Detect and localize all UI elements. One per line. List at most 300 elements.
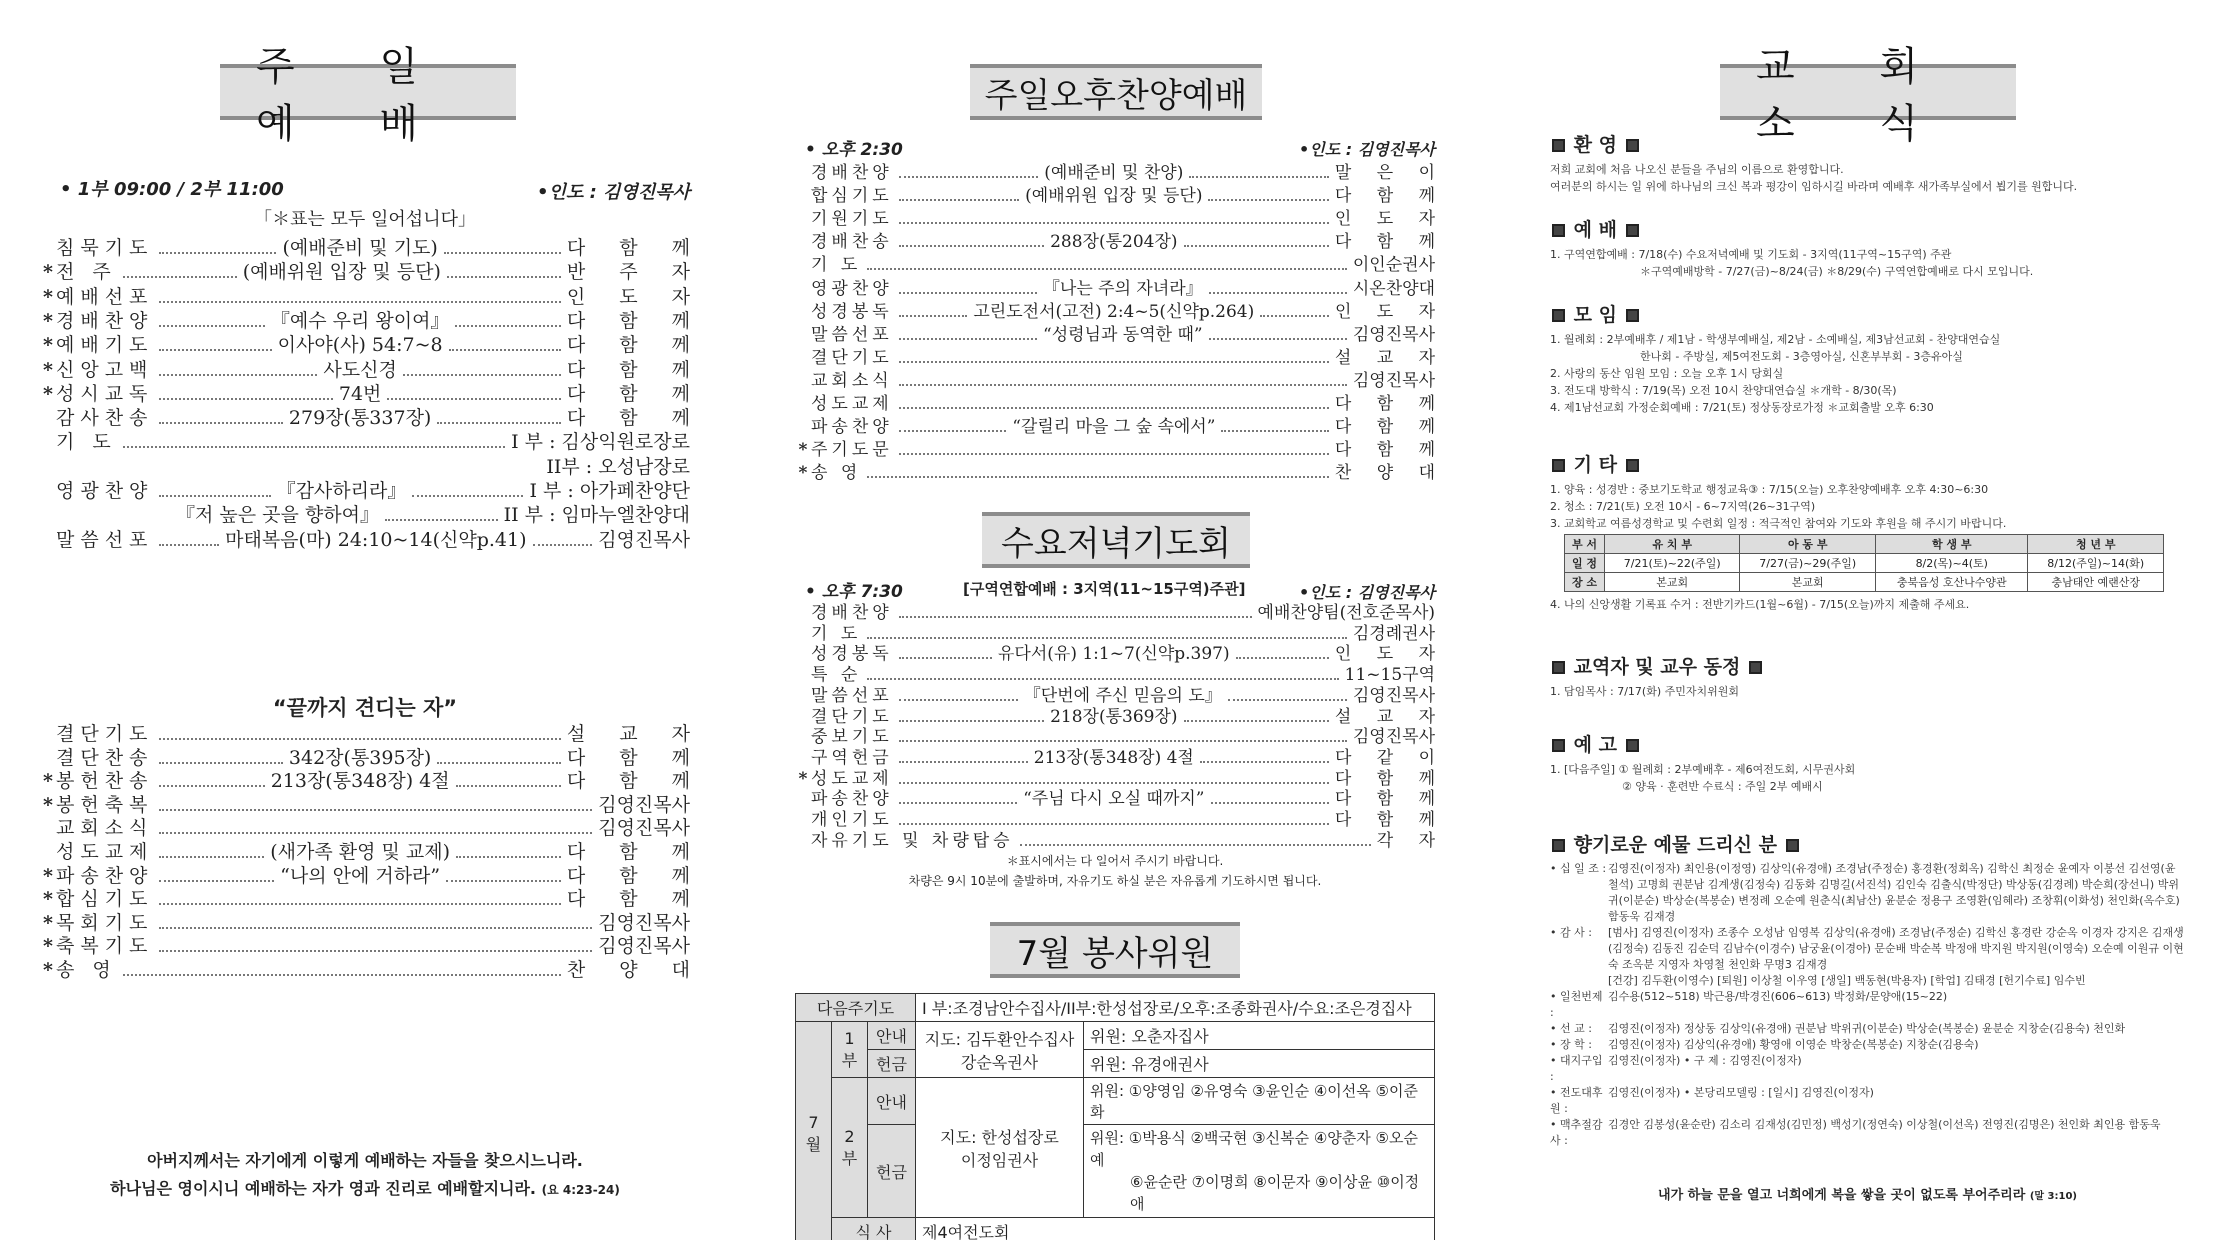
square-icon <box>1626 139 1639 152</box>
star-mark: * <box>798 463 808 484</box>
order-person: 다 함 께 <box>1334 232 1445 253</box>
order-person: 다 함 께 <box>1334 417 1445 438</box>
order-row <box>40 887 704 911</box>
p1-offering-members: 위원: 유경애권사 <box>1084 1050 1435 1078</box>
wednesday-leader: •인도 : 김영진목사 <box>1299 583 1435 602</box>
order-person: 인 도 자 <box>566 285 704 308</box>
offering-section: 향기로운 예물 드리신 분 • 십 일 조 : 김영진(이정자) 최인용(이정영) 김상익(유경애) 조경남(주정순) 홍경환(정회옥) 김학신 최정순 윤예자 이봉선 김선영(윤철석) 고명희 권분남 김계생(김정숙) 김동화 김명길(서진석) 김인숙 김출식(박정단) 박상동(김경례) 박순희(장선니) 박위귀(이분순) 박상순(복봉순) 변정례 오순예 원춘식(최남산) 윤분순 정용구 조영환(임혜라) 조창휘(이화성) 천인화(옥수호) 함동욱 김재경 • 감 사 : [범사] 김영진(이정자) 조종수 오성남 임영복 김상익(유경애) 조경남(주정순) 김학신 홍경란 강순옥 이경자 강지은 김재생(김정숙) 김동진 김순덕 김남수(이경수) 남궁윤(이경아) 문순배 박순복 박정애 박지원 박지원(이영숙) 오순예 이원규 이현숙 조옥분 지영자 차영철 천인화 무명3 김재경 [건강] 김두환(이영수) [퇴원] 이상철 이우영 [생일] 백동현(박용자) [학업] 김태경 [헌기수료] 임수빈 • 일천번제 : 김수용(512~518) 박근용/박경진(606~613) 박정화/문양애(15~22) • 선 교 : 김영진(이정자) 정상동 김상익(유경애) 권분남 박위귀(이분순) 박상순(복봉순) 윤분순 지창순(김용숙) 천인화 • 장 학 : 김영진(이정자) 김상익(유경애) 황영애 이영순 박창순(복봉순) 지창순(김용숙) • 대지구입 : 김영진(이정자) • 구 제 : 김영진(이정자) • 전도대후원 : 김영진(이정자) • 본당리모델링 : [일시] 김영진(이정자) • 맥추절감사 : 김경안 김봉성(윤순란) 김소리 김재성(김민정) 백성기(정연숙) 이상철(이선옥) 전영진(김명은) 천인화 최인용 함동욱 <box>1550 834 2184 1147</box>
order-row <box>40 864 704 888</box>
leader-dots <box>1189 176 1329 178</box>
order-row <box>795 624 1435 645</box>
order-person: 11~15구역 <box>1344 665 1435 686</box>
order-person: 다 같 이 <box>1334 747 1446 768</box>
part2-cell: 2부 <box>832 1078 868 1218</box>
square-icon <box>1626 309 1639 322</box>
order-person: 다 함 께 <box>1334 789 1445 810</box>
order-person: 인 도 자 <box>1334 209 1445 230</box>
order-person: 인 도 자 <box>1334 644 1445 665</box>
leader-dots <box>899 222 1329 224</box>
order-content: 고린도전서(고전) 2:4~5(신약p.264) <box>973 301 1255 322</box>
order-person: 다 함 께 <box>1334 186 1445 207</box>
order-content: 『나는 주의 자녀라』 <box>1042 278 1203 299</box>
order-label: 예배선포 <box>56 285 154 308</box>
part1-cell: 1부 <box>832 1022 868 1078</box>
order-label: 목회기도 <box>56 911 154 934</box>
leader-dots <box>899 407 1329 409</box>
square-icon <box>1552 839 1565 852</box>
leader-dots <box>1211 802 1329 804</box>
verse-line-2: 하나님은 영이시니 예배하는 자가 영과 진리로 예배할지니라. (요 4:23-24) <box>110 1179 620 1198</box>
sunday-worship-title: 주 일 예 배 <box>220 64 516 120</box>
order-person: 반 주 자 <box>566 261 705 284</box>
etc-section: 기 타 1. 양육 : 성경반 : 중보기도학교 행정교육③ : 7/15(오늘) 오후찬양예배후 오후 4:30~6:30 2. 청소 : 7/21(토) 오전 10시 - 6~7지역(26~31구역) 3. 교회학교 여름성경학교 및 수련회 일정 : 적극적인 참여와 기도와 후원을 해 주시기 바랍니다. 부 서 유 치 부 아 동 부 학 생 부 청 년 부 일 정 7/21(토)~22(주일) 7/27(금)~29(주일) 8/2(목)~4(토) 8/12(주일)~14(화) 장 소 본교회 본교회 충북음성 호산나수양관 충남태안 예랜산장 4. 나의 신앙생활 기록표 수거 : 전반기카드(1월~6월) - 7/15(오늘)까지 제출해 주세요. <box>1550 450 2185 613</box>
order-label: 기 도 <box>811 255 862 276</box>
leader-dots <box>123 276 237 278</box>
order-row <box>795 463 1445 484</box>
square-icon <box>1552 139 1565 152</box>
leader-dots <box>899 616 1252 618</box>
church-news-column <box>1550 0 2185 1240</box>
order-row <box>40 816 690 840</box>
star-mark: * <box>43 334 53 357</box>
volunteers-table <box>795 993 1435 1240</box>
p2-guide-label: 안내 <box>868 1078 916 1125</box>
order-row <box>40 406 704 430</box>
order-row <box>795 644 1445 665</box>
order-label: 경배찬양 <box>811 603 893 623</box>
standing-notice: 「＊표는 모두 일어섭니다」 <box>254 209 476 230</box>
order-label: 파송찬양 <box>811 417 893 438</box>
leader-dots <box>1184 245 1329 247</box>
order-person: 김영진목사 <box>1352 370 1435 391</box>
leader-dots <box>444 252 561 254</box>
star-mark: * <box>43 935 53 958</box>
leader-dots <box>159 495 270 497</box>
p1-director: 지도: 김두환안수집사 강순옥권사 <box>916 1022 1084 1078</box>
order-label: 기원기도 <box>811 209 893 230</box>
leader-dots <box>159 252 276 254</box>
order-content: “갈릴리 마을 그 숲 속에서” <box>1012 417 1216 438</box>
order-content: 이사야(사) 54:7~8 <box>277 334 443 357</box>
volunteers-title: 7월 봉사위원 <box>990 922 1240 978</box>
sermon-title: “끝까지 견디는 자” <box>272 696 458 720</box>
order-content: 사도신경 <box>323 358 397 381</box>
p2-offering-label: 헌금 <box>868 1125 916 1218</box>
order-person: 다 함 께 <box>566 334 705 357</box>
order-person: 김영진목사 <box>598 935 690 958</box>
star-mark: * <box>43 261 53 284</box>
order-person: I 부 : 김상익원로장로 <box>511 431 690 454</box>
order-row <box>40 793 690 817</box>
order-row <box>40 503 690 527</box>
order-label: 영광찬양 <box>811 278 893 299</box>
order-label: 특 순 <box>811 665 862 686</box>
sunday-worship-column <box>40 0 705 1240</box>
order-person: 시온찬양대 <box>1352 278 1435 299</box>
order-person: II부 : 오성남장로 <box>546 455 690 478</box>
order-person: 다 함 께 <box>566 864 704 887</box>
order-row <box>40 769 705 793</box>
leader-dots <box>899 740 1347 742</box>
leader-dots <box>159 349 271 351</box>
order-person: 다 함 께 <box>566 358 704 381</box>
leader-dots <box>159 301 560 303</box>
square-icon <box>1626 459 1639 472</box>
order-content: 『저 높은 곳을 향하여』 <box>176 504 379 527</box>
leader-dots <box>159 398 332 400</box>
square-icon <box>1552 459 1565 472</box>
order-content: 342장(통395장) <box>288 746 432 769</box>
order-label: 구역헌금 <box>811 747 893 768</box>
star-mark: * <box>43 358 53 381</box>
wednesday-note: [구역연합예배 : 3지역(11~15구역)주관] <box>963 580 1246 598</box>
leader-dots <box>899 823 1329 825</box>
order-content: 213장(통348장) 4절 <box>1033 747 1194 768</box>
order-label: 결단찬송 <box>56 746 154 769</box>
leader-dots <box>455 325 560 327</box>
order-label: 교회소식 <box>56 817 154 840</box>
offering-item: [건강] 김두환(이영수) [퇴원] 이상철 이우영 [생일] 백동현(박용자) [학업] 김태경 [헌기수료] 임수빈 <box>1608 974 2086 987</box>
order-row <box>40 746 704 770</box>
verse-line-1: 아버지께서는 자기에게 이렇게 예배하는 자들을 찾으시느니라. <box>147 1151 583 1170</box>
order-person: 김영진목사 <box>1352 727 1435 748</box>
worship-section: 예 배 1. 구역연합예배 : 7/18(수) 수요저녁예배 및 기도회 - 3지역(11구역~15구역) 주관 ＊구역예배방학 - 7/27(금)~8/24(금) ＊8/29(수) 구역연합예배로 다시 모입니다. <box>1550 219 2034 278</box>
order-person: 설 교 자 <box>566 723 704 745</box>
order-row <box>795 810 1445 831</box>
order-person: II 부 : 임마누엘찬양대 <box>503 504 690 527</box>
leader-dots <box>1200 761 1329 763</box>
order-row <box>795 325 1435 346</box>
order-person: 다 함 께 <box>1334 768 1445 789</box>
order-label: 주기도문 <box>811 440 893 461</box>
order-person: 다 함 께 <box>566 770 705 793</box>
order-row <box>40 382 705 406</box>
order-row <box>40 722 704 746</box>
leader-dots <box>159 809 592 811</box>
afternoon-leader: •인도 : 김영진목사 <box>1299 140 1435 159</box>
order-row <box>795 706 1445 728</box>
order-person: 다 함 께 <box>566 237 704 259</box>
order-label: 성경봉독 <box>811 644 893 665</box>
order-label: 성시교독 <box>56 382 154 405</box>
leader-dots <box>867 268 1347 270</box>
star-mark: * <box>43 911 53 934</box>
order-person: 다 함 께 <box>1334 440 1445 461</box>
afternoon-time: • 오후 2:30 <box>805 140 903 160</box>
order-person: 다 함 께 <box>1334 810 1445 830</box>
order-row <box>795 789 1445 810</box>
leader-dots <box>159 762 283 764</box>
meal-value: 제4여전도회 <box>916 1218 1435 1240</box>
month-cell: 7월 <box>796 1022 832 1240</box>
order-row <box>40 236 704 260</box>
order-label: 성도교제 <box>811 394 893 414</box>
order-row <box>795 347 1445 369</box>
order-person: 다 함 께 <box>1334 394 1445 414</box>
leader-dots <box>899 292 1037 294</box>
leader-dots <box>159 856 264 858</box>
order-label: 말씀선포 <box>811 324 893 345</box>
leader-dots <box>899 802 1017 804</box>
staff-section: 교역자 및 교우 동정 1. 담임목사 : 7/17(화) 주민자치위원회 <box>1550 652 2185 700</box>
order-row <box>40 934 690 958</box>
leader-dots <box>456 785 561 787</box>
order-content: (새가족 환영 및 교제) <box>270 841 451 863</box>
order-label: 축복기도 <box>56 935 154 958</box>
order-label: 성도교제 <box>811 768 893 789</box>
order-content: 『감사하리라』 <box>276 480 407 502</box>
leader-dots <box>899 720 1044 722</box>
worship-time: • 1부 09:00 / 2부 11:00 <box>60 179 284 200</box>
order-label: 영광찬양 <box>56 480 154 502</box>
order-label: 기 도 <box>56 431 117 454</box>
offering-item: • 십 일 조 : 김영진(이정자) 최인용(이정영) 김상익(유경애) 조경남(주정순) 홍경환(정회옥) 김학신 최정순 윤예자 이봉선 김선영(윤철석) 고명희 권분남 김계생(김정숙) 김동화 김명길(서진석) 김인숙 김출식(박정단) 박상동(김경례) 박순희(장선니) 박위귀(이분순) 박상순(복봉순) 변정례 오순예 원춘식(최남산) 윤분순 정용구 조영환(임혜라) 조창휘(이화성) 천인화(옥수호) 함동욱 김재경 <box>1550 862 2180 923</box>
order-content: 288장(통204장) <box>1050 232 1178 253</box>
leader-dots <box>446 880 561 882</box>
church-news-title: 교 회 소 식 <box>1720 64 2016 120</box>
order-person: 다 함 께 <box>566 888 704 911</box>
meal-label: 식 사 <box>832 1218 916 1240</box>
star-mark: * <box>43 382 53 405</box>
leader-dots <box>159 325 264 327</box>
leader-dots <box>385 519 498 521</box>
star-mark: * <box>798 440 808 461</box>
order-label: 송 영 <box>56 959 117 981</box>
order-label: 결단기도 <box>811 706 893 727</box>
leader-dots <box>437 422 561 424</box>
leader-dots <box>867 476 1329 478</box>
leader-dots <box>159 927 592 929</box>
leader-dots <box>1260 315 1329 317</box>
order-label: 파송찬양 <box>811 789 893 810</box>
order-row <box>795 417 1445 438</box>
p1-offering-label: 헌금 <box>868 1050 916 1078</box>
order-row <box>795 440 1445 461</box>
order-row <box>795 394 1445 415</box>
order-row <box>795 603 1435 624</box>
order-person: 김영진목사 <box>598 817 690 840</box>
order-content: “나의 안에 거하라” <box>280 864 441 887</box>
leader-dots <box>159 832 592 834</box>
order-label: 파송찬양 <box>56 864 154 887</box>
leader-dots <box>899 761 1028 763</box>
leader-dots <box>899 245 1044 247</box>
p2-guide-members: 위원: ①양영임 ②유영숙 ③윤인순 ④이선옥 ⑤이준화 <box>1084 1078 1435 1125</box>
offering-item: • 일천번제 : 김수용(512~518) 박근용/박경진(606~613) 박정화/문양애(15~22) <box>1550 990 1948 1019</box>
order-person: I 부 : 아가페찬양단 <box>529 480 690 502</box>
order-row <box>795 727 1435 748</box>
order-label: 교회소식 <box>811 370 893 391</box>
order-content: “성령님과 동역한 때” <box>1043 324 1203 345</box>
leader-dots <box>456 856 561 858</box>
leader-dots <box>449 349 561 351</box>
leader-dots <box>159 738 560 740</box>
wednesday-time: • 오후 7:30 <box>805 582 903 602</box>
order-row <box>795 301 1446 323</box>
square-icon <box>1552 661 1565 674</box>
leader-dots <box>867 637 1347 639</box>
order-person: 다 함 께 <box>566 382 705 405</box>
next-prayer: I 부:조경남안수집사/II부:한성섭장로/오후:조종화권사/수요:조은경집사 <box>916 994 1435 1022</box>
order-label: 기 도 <box>811 623 862 644</box>
order-row <box>40 958 704 982</box>
p1-guide-label: 안내 <box>868 1022 916 1050</box>
order-row <box>40 911 690 935</box>
square-icon <box>1626 224 1639 237</box>
leader-dots <box>899 176 1039 178</box>
summer-schedule-table: 부 서 유 치 부 아 동 부 학 생 부 청 년 부 일 정 7/21(토)~22(주일) 7/27(금)~29(주일) 8/2(목)~4(토) 8/12(주일)~14(화) 장 소 본교회 본교회 충북음성 호산나수양관 충남태안 예랜산장 <box>1564 534 2164 592</box>
leader-dots <box>899 782 1329 784</box>
order-content: (예배준비 및 기도) <box>282 237 438 259</box>
order-row <box>40 479 690 503</box>
order-row <box>40 285 704 309</box>
order-row <box>40 309 705 333</box>
leader-dots <box>447 276 561 278</box>
order-row <box>40 358 704 382</box>
order-label: 중보기도 <box>811 727 893 748</box>
leader-dots <box>899 338 1037 340</box>
order-label: 말씀선포 <box>811 685 893 706</box>
star-mark: * <box>43 864 53 887</box>
order-content: 279장(통337장) <box>288 407 432 430</box>
order-content: 218장(통369장) <box>1050 706 1178 727</box>
order-person: 다 함 께 <box>566 407 704 430</box>
order-content: (예배위원 입장 및 등단) <box>1025 186 1203 207</box>
leader-dots <box>899 361 1329 363</box>
leader-dots <box>899 384 1347 386</box>
leader-dots <box>899 315 968 317</box>
leader-dots <box>387 398 560 400</box>
order-content: (예배준비 및 찬양) <box>1044 163 1184 183</box>
order-content: “주님 다시 오실 때까지” <box>1023 789 1205 810</box>
order-label: 합심기도 <box>811 186 893 207</box>
offering-item: • 감 사 : [범사] 김영진(이정자) 조종수 오성남 임영복 김상익(유경애) 조경남(주정순) 김학신 홍경란 강순옥 이경자 강지은 김재생(김정숙) 김동진 김순덕 김남수(이경수) 남궁윤(이경아) 문순배 박순복 박정애 박지원 박지원(이영숙) 오순예 이원규 이현숙 조옥분 지영자 차영철 천인화 무명3 김재경 <box>1550 926 2184 971</box>
leader-dots <box>159 903 560 905</box>
star-mark: * <box>43 285 53 308</box>
order-row <box>795 665 1435 686</box>
order-row <box>795 279 1435 300</box>
leader-dots <box>1184 720 1329 722</box>
order-person: 김영진목사 <box>598 528 691 551</box>
order-label: 결단기도 <box>811 347 893 368</box>
offering-item: • 선 교 : 김영진(이정자) 정상동 김상익(유경애) 권분남 박위귀(이분순) 박상순(복봉순) 윤분순 지창순(김용숙) 천인화 <box>1550 1022 2126 1035</box>
order-row <box>40 840 705 864</box>
order-label: 합심기도 <box>56 888 154 911</box>
offering-item: • 장 학 : 김영진(이정자) 김상익(유경애) 황영애 이영순 박창순(복봉순) 지창순(김용숙) <box>1550 1038 1979 1051</box>
order-person: 다 함 께 <box>566 841 705 863</box>
leader-dots <box>159 374 317 376</box>
star-mark: * <box>43 309 53 332</box>
notice-section: 예 고 1. [다음주일] ① 월례회 : 2부예배후 - 제6여전도회, 시무권사회 ② 양육 · 훈련반 수료식 : 주일 2부 예배시 <box>1550 734 1856 793</box>
car-note: 차량은 9시 10분에 출발하며, 자유기도 하실 분은 자유롭게 기도하시면 됩니다. <box>908 874 1322 888</box>
next-prayer-label: 다음주기도 <box>796 994 916 1022</box>
order-label: 개인기도 <box>811 810 893 830</box>
order-label: 경배찬양 <box>811 163 893 183</box>
meeting-section: 모 임 1. 월례회 : 2부예배후 / 제1남 - 학생부예배실, 제2남 - 소예배실, 제3남선교회 - 찬양대연습실 한나회 - 주방실, 제5여전도회 - 3층영아실, 신혼부부회 - 3층유아실 2. 사랑의 동산 임원 모임 : 오늘 오후 1시 당회실 3. 전도대 방학식 : 7/19(목) 오전 10시 찬양대연습실 ＊개학 - 8/30(목) 4. 제1남선교회 가정순회예배 : 7/21(토) 정상동장로가정 ＊교회출발 오후 6:30 <box>1550 304 2001 414</box>
star-mark: * <box>43 770 53 793</box>
order-row <box>795 747 1446 769</box>
order-row <box>795 768 1445 790</box>
leader-dots <box>1236 657 1329 659</box>
order-label: 감사찬송 <box>56 407 154 430</box>
leader-dots <box>1228 699 1347 701</box>
order-person: 이인순권사 <box>1352 255 1435 276</box>
star-mark: * <box>43 959 53 981</box>
order-label: 성경봉독 <box>811 301 893 322</box>
offering-item: • 대지구입 : 김영진(이정자) • 구 제 : 김영진(이정자) <box>1550 1054 1802 1083</box>
leader-dots <box>412 495 523 497</box>
order-row <box>795 371 1435 392</box>
order-row <box>795 255 1435 276</box>
leader-dots <box>1208 199 1328 201</box>
wednesday-title: 수요저녁기도회 <box>982 512 1250 568</box>
order-person: 각 자 <box>1376 830 1445 851</box>
p1-guide-members: 위원: 오춘자집사 <box>1084 1022 1435 1050</box>
leader-dots <box>123 446 505 448</box>
order-person: 설 교 자 <box>1334 706 1445 727</box>
order-label: 경배찬송 <box>811 232 893 253</box>
order-person: 찬 양 대 <box>566 959 704 981</box>
order-label: 결단기도 <box>56 723 154 745</box>
order-person: 인 도 자 <box>1334 301 1446 322</box>
order-label: 자유기도 및 차량탑승 <box>811 830 1014 851</box>
order-row <box>795 830 1445 852</box>
square-icon <box>1786 839 1799 852</box>
order-row <box>795 686 1435 707</box>
p2-director: 지도: 한성섭장로 이정임권사 <box>916 1078 1084 1218</box>
order-person: 예배찬양팀(전호준목사) <box>1257 603 1435 623</box>
offering-item: • 맥추절감사 : 김경안 김봉성(윤순란) 김소리 김재성(김민정) 백성기(정연숙) 이상철(이선옥) 전영진(김명은) 천인화 최인용 함동욱 <box>1550 1118 2161 1147</box>
order-label: 전 주 <box>56 261 117 284</box>
order-label: 말씀선포 <box>56 528 154 551</box>
order-label: 침묵기도 <box>56 237 154 259</box>
leader-dots <box>1221 430 1329 432</box>
square-icon <box>1552 224 1565 237</box>
order-label: 신앙고백 <box>56 358 154 381</box>
leader-dots <box>159 422 283 424</box>
order-content: 『단번에 주신 믿음의 도』 <box>1023 685 1222 706</box>
order-row <box>40 333 705 357</box>
order-row <box>40 455 690 479</box>
leader-dots <box>159 785 264 787</box>
order-person: 다 함 께 <box>566 746 704 769</box>
order-person: 다 함 께 <box>566 309 705 332</box>
order-label: 경배찬양 <box>56 309 154 332</box>
closing-verse: 내가 하늘 문을 열고 너희에게 복을 쌓을 곳이 없도록 부어주리라 (말 3:10) <box>1658 1188 2077 1203</box>
afternoon-title: 주일오후찬양예배 <box>970 64 1262 120</box>
leader-dots <box>533 544 593 546</box>
leader-dots <box>159 950 592 952</box>
order-person: 설 교 자 <box>1334 347 1445 368</box>
order-label: 송 영 <box>811 463 862 484</box>
order-person: 김영진목사 <box>598 911 690 934</box>
welcome-section: 환 영 저희 교회에 처음 나오신 분들을 주님의 이름으로 환영합니다. 여러분의 하시는 일 위에 하나님의 크신 복과 평강이 임하시길 바라며 예배후 새가족부실에서 뵙기를 원합니다. <box>1550 134 2078 193</box>
order-row <box>795 163 1445 184</box>
order-content: 213장(통348장) 4절 <box>270 770 450 793</box>
square-icon <box>1552 309 1565 322</box>
offering-item: • 전도대후원 : 김영진(이정자) • 본당리모델링 : [일시] 김영진(이정자) <box>1550 1086 1874 1115</box>
order-row <box>795 209 1445 230</box>
order-person: 말 은 이 <box>1334 163 1445 183</box>
order-person: 김경례권사 <box>1352 623 1435 644</box>
offering-list <box>1550 861 2185 1149</box>
order-label: 봉헌찬송 <box>56 770 154 793</box>
order-label: 성도교제 <box>56 841 154 863</box>
leader-dots <box>123 974 561 976</box>
star-mark: * <box>798 768 808 789</box>
order-person: 찬 양 대 <box>1334 463 1445 484</box>
star-mark: * <box>43 888 53 911</box>
